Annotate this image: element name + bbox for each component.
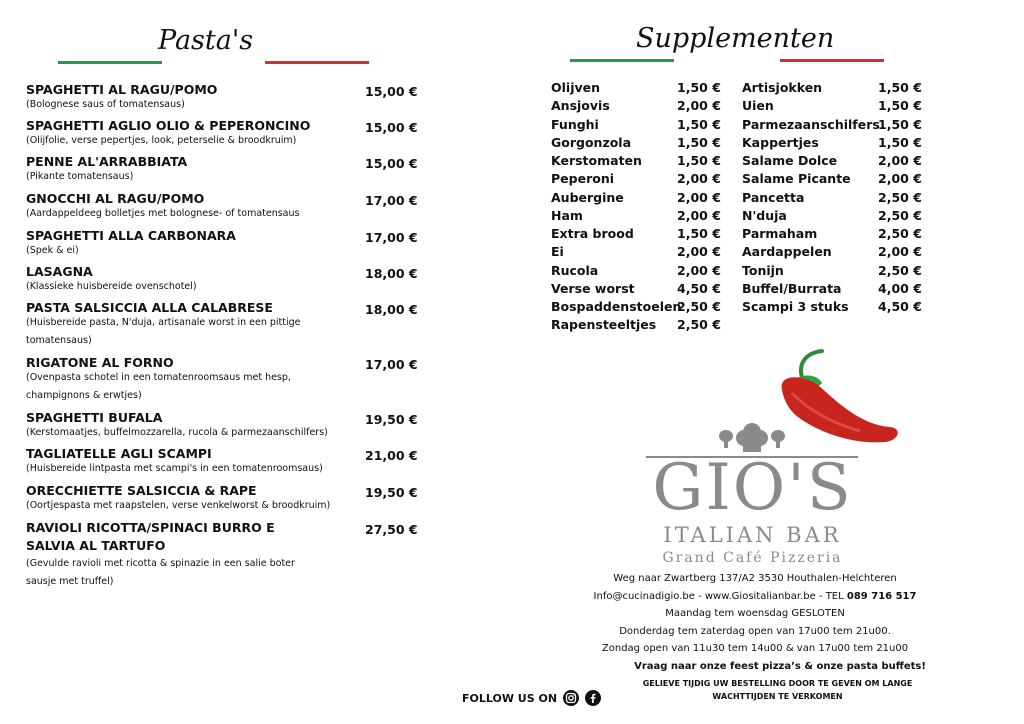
supplement-price: 2,00 € <box>677 171 721 187</box>
supplement-price: 2,50 € <box>878 189 922 205</box>
pasta-item-price: 19,50 € <box>365 412 418 427</box>
supplement-price: 2,50 € <box>878 226 922 241</box>
pasta-item-name: RIGATONE AL FORNO <box>26 355 174 370</box>
supplement-name: Funghi <box>551 116 599 132</box>
phone: 089 716 517 <box>846 590 917 602</box>
contact-line <box>580 588 930 606</box>
supplement-name: Buffel/Burrata <box>742 280 842 296</box>
pasta-item-description: (Ovenpasta schotel in een tomatenroomsaus met hesp, champignons & erwtjes) <box>26 372 291 401</box>
supplement-price: 1,50 € <box>878 116 922 132</box>
supplement-price: 1,50 € <box>878 98 922 114</box>
hours-weekday: Donderdag tem zaterdag open van 17u00 tem 21u00. <box>619 625 891 637</box>
supplement-name: N'duja <box>742 207 787 223</box>
pasta-item-price: 19,50 € <box>365 485 418 500</box>
supplement-name: Kerstomaten <box>551 153 642 168</box>
supplement-name: Gorgonzola <box>551 134 632 150</box>
supplement-price: 4,50 € <box>677 280 721 296</box>
supplement-name: Aubergine <box>551 189 624 205</box>
supplementen-title: Supplementen <box>636 23 835 54</box>
pasta-item-description: (Kerstomaatjes, buffelmozzarella, rucola & parmezaanschilfers) <box>26 427 328 438</box>
follow-label: FOLLOW US ON <box>462 691 558 705</box>
supplement-price: 2,50 € <box>677 317 721 333</box>
pasta-item-price: 15,00 € <box>365 84 418 99</box>
supplement-name: Peperoni <box>551 171 615 187</box>
supplement-price: 2,00 € <box>677 98 721 114</box>
supplement-price: 2,00 € <box>677 244 721 260</box>
pasta-title: Pasta's <box>158 25 254 56</box>
supplement-name: Salame Picante <box>742 171 851 187</box>
supplement-name: Pancetta <box>742 189 805 205</box>
pasta-item-description: (Aardappeldeeg bolletjes met bolognese- of tomatensaus <box>26 208 300 219</box>
supplement-name: Ham <box>551 207 583 223</box>
supplement-price: 1,50 € <box>677 226 721 241</box>
supplement-price: 1,50 € <box>677 116 721 132</box>
supplement-name: Scampi 3 stuks <box>742 299 849 314</box>
flag-bar-green-right <box>570 59 674 62</box>
supplement-price: 1,50 € <box>878 80 922 95</box>
pasta-item-name: RAVIOLI RICOTTA/SPINACI BURRO E SALVIA AL TARTUFO <box>26 520 275 553</box>
flag-bar-red-right <box>780 59 884 62</box>
logo-tagline: Grand Café Pizzeria <box>662 550 843 566</box>
pasta-item-price: 15,00 € <box>365 120 418 135</box>
order-notice-1: GELIEVE TIJDIG UW BESTELLING DOOR TE GEVEN OM LANGE <box>642 679 913 688</box>
order-notice-2: WACHTTIJDEN TE VERKOMEN <box>712 692 843 701</box>
supplement-name: Extra brood <box>551 226 634 241</box>
pasta-item-name: LASAGNA <box>26 264 93 279</box>
instagram-icon[interactable] <box>563 690 579 706</box>
supplement-name: Verse worst <box>551 280 635 296</box>
pasta-item-name: GNOCCHI AL RAGU/POMO <box>26 191 205 206</box>
supplement-price: 4,00 € <box>878 280 922 296</box>
supplement-price: 1,50 € <box>677 134 721 150</box>
supplement-price: 1,50 € <box>677 80 721 95</box>
pasta-item-price: 17,00 € <box>365 193 418 208</box>
pasta-item-price: 18,00 € <box>365 266 418 281</box>
supplement-price: 1,50 € <box>878 134 922 150</box>
pasta-item-description: (Oortjespasta met raapstelen, verse venkelworst & broodkruim) <box>26 500 331 511</box>
pasta-item-description: (Huisbereide lintpasta met scampi's in een tomatenroomsaus) <box>26 463 323 474</box>
pasta-item-price: 17,00 € <box>365 357 418 372</box>
supplement-name: Salame Dolce <box>742 153 838 168</box>
pasta-item-price: 17,00 € <box>365 230 418 245</box>
logo-subtitle: ITALIAN BAR <box>663 523 842 547</box>
pasta-item-name: PASTA SALSICCIA ALLA CALABRESE <box>26 300 273 315</box>
address: Weg naar Zwartberg 137/A2 3530 Houthalen-Helchteren <box>613 573 897 584</box>
pasta-item-name: SPAGHETTI BUFALA <box>26 410 163 425</box>
supplement-name: Artisjokken <box>742 80 823 95</box>
logo-brand: GIO'S <box>652 451 853 525</box>
supplement-price: 2,00 € <box>878 244 922 260</box>
supplement-price: 2,50 € <box>878 262 922 278</box>
facebook-icon[interactable] <box>585 690 601 706</box>
supplement-price: 2,00 € <box>878 171 922 187</box>
follow-us <box>462 690 601 706</box>
supplement-name: Bospaddenstoelen <box>551 299 682 314</box>
contact-text: Info@cucinadigio.be - www.Giositalianbar.be - TEL <box>593 590 847 602</box>
supplement-name: Parmezaanschilfers <box>742 116 880 132</box>
supplement-price: 4,50 € <box>878 299 922 314</box>
pasta-item-name: SPAGHETTI AL RAGU/POMO <box>26 82 218 97</box>
closed-days: Maandag tem woensdag GESLOTEN <box>665 608 845 619</box>
supplement-price: 2,50 € <box>878 207 922 223</box>
hours-sunday: Zondag open van 11u30 tem 14u00 & van 17u00 tem 21u00 <box>601 643 909 654</box>
supplement-name: Kappertjes <box>742 134 819 150</box>
pasta-item-name: SPAGHETTI AGLIO OLIO & PEPERONCINO <box>26 118 311 133</box>
supplement-name: Ei <box>551 244 564 260</box>
supplement-price: 2,50 € <box>677 299 721 314</box>
supplement-price: 2,00 € <box>677 262 721 278</box>
flag-bar-red-left <box>265 61 369 64</box>
supplement-name: Parmaham <box>742 226 818 241</box>
supplement-price: 2,00 € <box>878 153 922 168</box>
supplement-price: 2,00 € <box>677 189 721 205</box>
pasta-item-description: (Gevulde ravioli met ricotta & spinazie in een salie boter sausje met truffel) <box>26 558 295 587</box>
pasta-item-price: 18,00 € <box>365 302 418 317</box>
supplement-price: 1,50 € <box>677 153 721 168</box>
pasta-item-name: PENNE AL'ARRABBIATA <box>26 154 188 169</box>
pasta-item-price: 21,00 € <box>365 448 418 463</box>
pasta-item-description: (Bolognese saus of tomatensaus) <box>26 99 185 110</box>
pasta-item-price: 27,50 € <box>365 522 418 537</box>
pasta-item-description: (Huisbereide pasta, N'duja, artisanale worst in een pittige tomatensaus) <box>26 317 301 346</box>
pasta-item-description: (Olijfolie, verse pepertjes, look, peterselie & broodkruim) <box>26 135 297 146</box>
supplement-name: Olijven <box>551 80 601 95</box>
supplement-price: 2,00 € <box>677 207 721 223</box>
pasta-item-description: (Spek & ei) <box>26 245 79 256</box>
supplement-name: Rucola <box>551 262 599 278</box>
supplement-name: Uien <box>742 98 774 114</box>
supplement-name: Ansjovis <box>551 98 610 114</box>
pasta-item-name: ORECCHIETTE SALSICCIA & RAPE <box>26 483 257 498</box>
supplement-name: Tonijn <box>742 262 784 278</box>
flag-bar-green-left <box>58 61 162 64</box>
pasta-item-description: (Klassieke huisbereide ovenschotel) <box>26 281 197 292</box>
supplement-name: Rapensteeltjes <box>551 317 657 333</box>
pasta-item-name: TAGLIATELLE AGLI SCAMPI <box>26 446 212 461</box>
pasta-item-description: (Pikante tomatensaus) <box>26 171 134 182</box>
contact-info <box>580 570 930 703</box>
pasta-item-price: 15,00 € <box>365 156 418 171</box>
supplement-name: Aardappelen <box>742 244 832 260</box>
promo-text: Vraag naar onze feest pizza’s & onze pasta buffets! <box>634 660 926 672</box>
pasta-item-name: SPAGHETTI ALLA CARBONARA <box>26 228 236 243</box>
